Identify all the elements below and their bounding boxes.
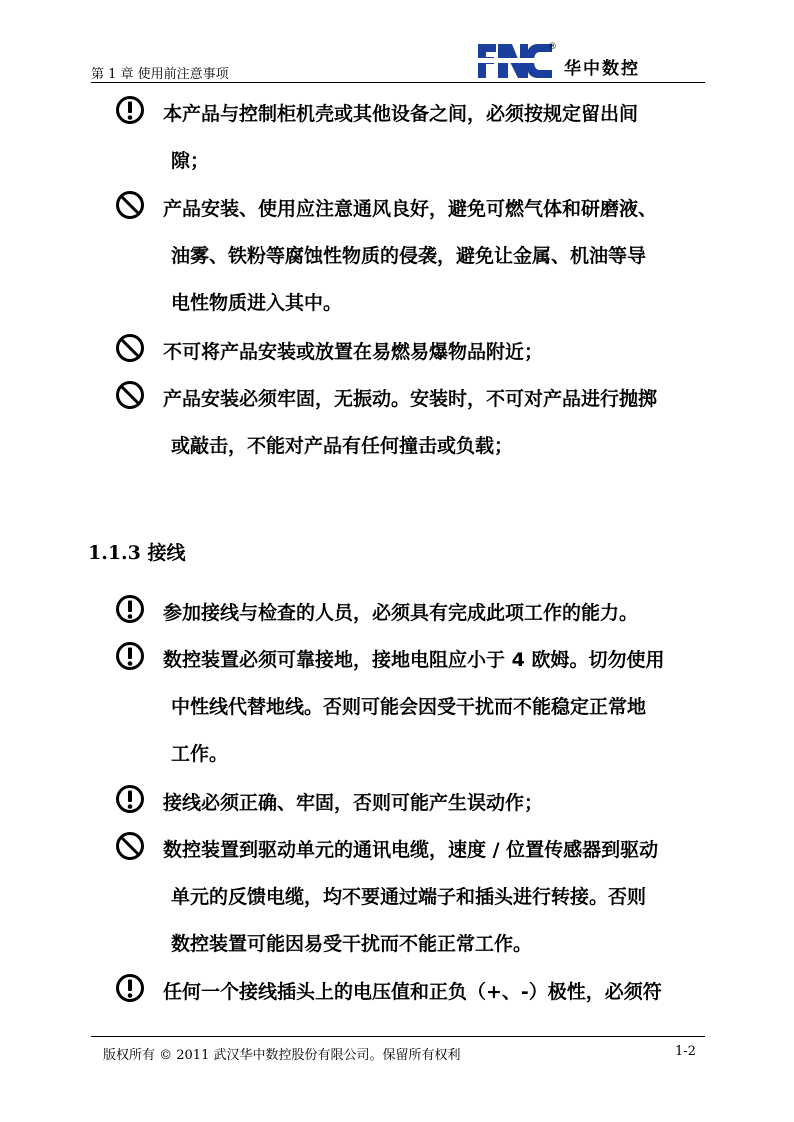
exclamation-circle-icon [115, 784, 145, 814]
notice-line: 电性物质进入其中。 [171, 292, 343, 314]
notice-line: 数控装置到驱动单元的通讯电缆，速度 / 位置传感器到驱动 [163, 839, 659, 861]
notice-text [163, 827, 721, 968]
notice-line: 中性线代替地线。否则可能会因受干扰而不能稳定正常地 [171, 696, 647, 718]
exclamation-circle-icon [115, 641, 145, 671]
notice-item [115, 376, 721, 470]
notice-line: 工作。 [171, 743, 229, 765]
notice-line: 油雾、铁粉等腐蚀性物质的侵袭，避免让金属、机油等导 [171, 245, 647, 267]
prohibition-icon [115, 190, 145, 220]
section-heading: 1.1.3 接线 [88, 542, 186, 564]
exclamation-circle-icon [115, 594, 145, 624]
hnc-logo-icon [474, 42, 554, 80]
notice-line: 单元的反馈电缆，均不要通过端子和插头进行转接。否则 [171, 886, 647, 908]
notice-text [163, 329, 721, 376]
notice-line: 参加接线与检查的人员，必须具有完成此项工作的能力。 [163, 602, 639, 624]
notice-item [115, 329, 721, 376]
notice-line: 产品安装、使用应注意通风良好，避免可燃气体和研磨液、 [163, 198, 658, 220]
notice-text [163, 186, 721, 327]
registered-mark: ® [548, 42, 557, 52]
notice-text [163, 91, 721, 185]
prohibition-icon [115, 380, 145, 410]
notice-text [163, 780, 721, 827]
header-divider [91, 82, 705, 83]
notice-line: 数控装置必须可靠接地，接地电阻应小于 4 欧姆。切勿使用 [163, 649, 665, 671]
chapter-title: 第 1 章 使用前注意事项 [91, 67, 229, 82]
notice-item [115, 827, 721, 968]
prohibition-icon [115, 333, 145, 363]
notice-line: 任何一个接线插头上的电压值和正负（+、-）极性，必须符 [163, 981, 662, 1003]
copyright-notice: 版权所有 © 2011 武汉华中数控股份有限公司。保留所有权利 [103, 1048, 461, 1063]
notice-item [115, 590, 721, 637]
notice-item [115, 637, 721, 778]
notice-line: 不可将产品安装或放置在易燃易爆物品附近； [163, 341, 544, 363]
notice-item [115, 969, 721, 1016]
notice-line: 产品安装必须牢固，无振动。安装时，不可对产品进行抛掷 [163, 388, 658, 410]
exclamation-circle-icon [115, 973, 145, 1003]
prohibition-icon [115, 831, 145, 861]
notice-text [163, 637, 721, 778]
logo-text: 华中数控 [564, 59, 640, 79]
notice-text [163, 376, 721, 470]
page-number: 1-2 [675, 1044, 696, 1059]
notice-line: 接线必须正确、牢固，否则可能产生误动作； [163, 792, 544, 814]
notice-text [163, 590, 721, 637]
company-logo [474, 42, 686, 82]
exclamation-circle-icon [115, 95, 145, 125]
footer-divider [91, 1036, 705, 1037]
notice-item [115, 780, 721, 827]
notice-item [115, 186, 721, 327]
notice-line: 本产品与控制柜机壳或其他设备之间，必须按规定留出间 [163, 103, 639, 125]
notice-item [115, 91, 721, 185]
notice-line: 隙； [171, 150, 210, 172]
notice-line: 数控装置可能因易受干扰而不能正常工作。 [171, 933, 533, 955]
notice-text [163, 969, 721, 1016]
notice-line: 或敲击，不能对产品有任何撞击或负载； [171, 435, 514, 457]
